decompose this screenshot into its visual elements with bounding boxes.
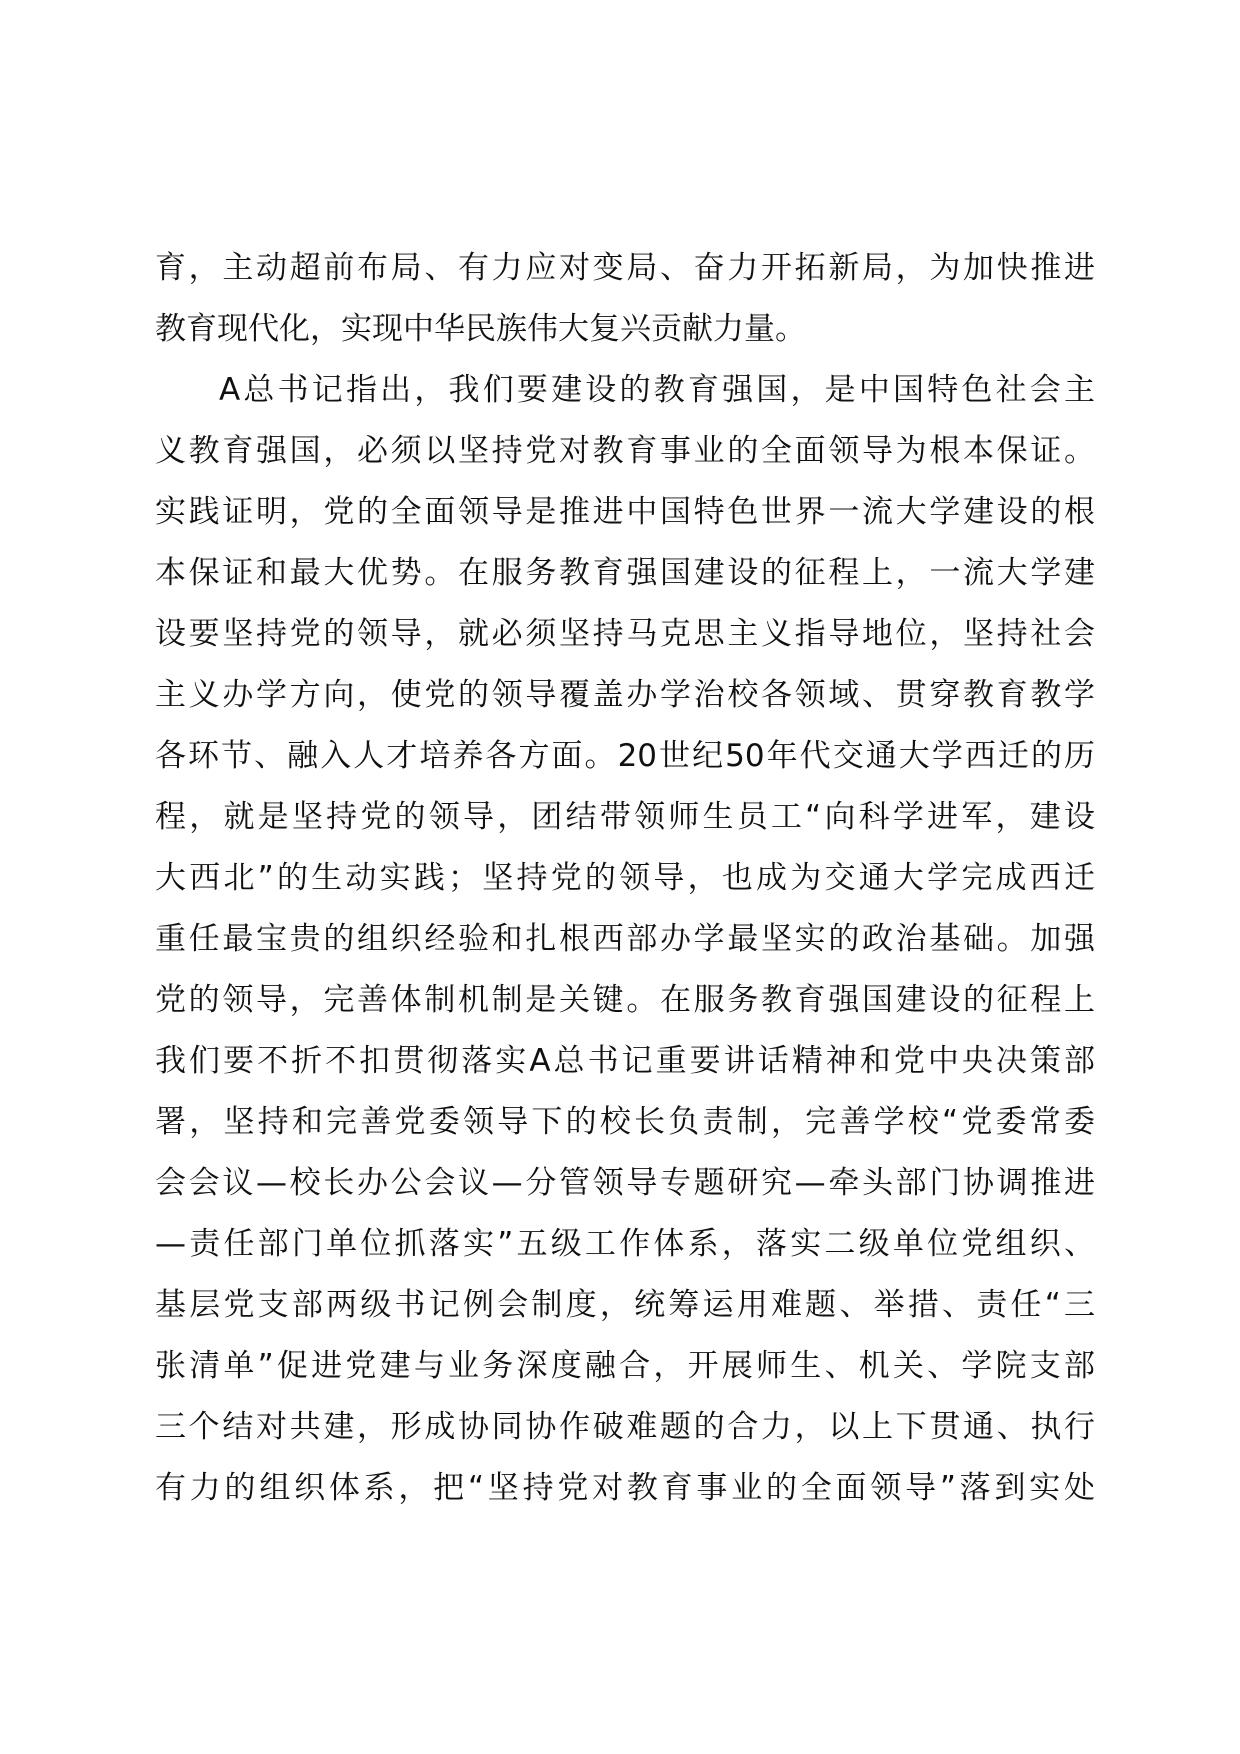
text-line: 署，坚持和完善党委领导下的校长负责制，完善学校“党委常委 bbox=[155, 1104, 1095, 1140]
body-text bbox=[155, 238, 1095, 1519]
text-line: 设要坚持党的领导，就必须坚持马克思主义指导地位，坚持社会 bbox=[155, 616, 1095, 652]
text-line: 程，就是坚持党的领导，团结带领师生员工“向科学进军，建设 bbox=[155, 799, 1095, 835]
text-line: 基层党支部两级书记例会制度，统筹运用难题、举措、责任“三 bbox=[155, 1287, 1095, 1323]
text-line: A总书记指出，我们要建设的教育强国，是中国特色社会主 bbox=[219, 372, 1095, 408]
text-line: 本保证和最大优势。在服务教育强国建设的征程上，一流大学建 bbox=[155, 555, 1095, 591]
text-line: 义教育强国，必须以坚持党对教育事业的全面领导为根本保证。 bbox=[155, 433, 1095, 469]
text-line: —责任部门单位抓落实”五级工作体系，落实二级单位党组织、 bbox=[155, 1226, 1095, 1262]
text-line: 育，主动超前布局、有力应对变局、奋力开拓新局，为加快推进 bbox=[155, 250, 1095, 286]
text-line: 张清单”促进党建与业务深度融合，开展师生、机关、学院支部 bbox=[155, 1348, 1095, 1384]
text-line: 三个结对共建，形成协同协作破难题的合力，以上下贯通、执行 bbox=[155, 1409, 1095, 1445]
text-line: 党的领导，完善体制机制是关键。在服务教育强国建设的征程上 bbox=[155, 982, 1095, 1018]
text-line: 实践证明，党的全面领导是推进中国特色世界一流大学建设的根 bbox=[155, 494, 1095, 530]
text-line: 各环节、融入人才培养各方面。20世纪50年代交通大学西迁的历 bbox=[155, 738, 1095, 774]
text-line: 有力的组织体系，把“坚持党对教育事业的全面领导”落到实处 bbox=[155, 1470, 1095, 1506]
text-line: 教育现代化，实现中华民族伟大复兴贡献力量。 bbox=[155, 311, 806, 347]
text-line: 大西北”的生动实践；坚持党的领导，也成为交通大学完成西迁 bbox=[155, 860, 1095, 896]
text-line: 主义办学方向，使党的领导覆盖办学治校各领域、贯穿教育教学 bbox=[155, 677, 1095, 713]
text-line: 重任最宝贵的组织经验和扎根西部办学最坚实的政治基础。加强 bbox=[155, 921, 1095, 957]
text-line: 我们要不折不扣贯彻落实A总书记重要讲话精神和党中央决策部 bbox=[155, 1043, 1095, 1079]
text-line: 会会议—校长办公会议—分管领导专题研究—牵头部门协调推进 bbox=[155, 1165, 1095, 1201]
